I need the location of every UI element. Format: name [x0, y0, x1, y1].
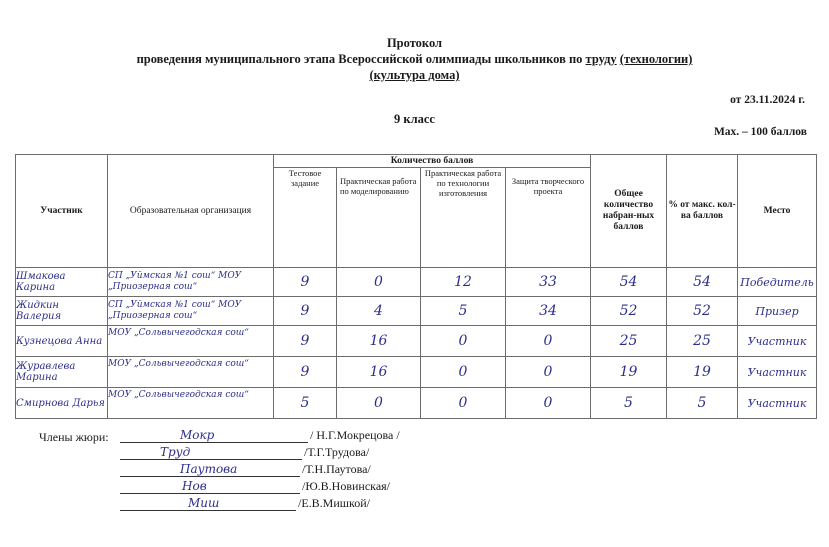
participant-org: МОУ „Сольвычегодская сош“ [108, 388, 274, 419]
header-project: Защита творческого проекта [506, 168, 591, 268]
score-test: 9 [274, 357, 337, 388]
participant-org: МОУ „Сольвычегодская сош“ [108, 357, 274, 388]
document-subtitle [0, 51, 829, 67]
place: Участник [738, 357, 817, 388]
signature-line [120, 428, 308, 443]
jury-member-name: / Н.Г.Мокрецова / [310, 428, 400, 442]
header-place: Место [738, 155, 817, 268]
subtitle-text: проведения муниципального этапа Всероссийской олимпиады школьников по [136, 52, 586, 66]
score-project: 0 [506, 326, 591, 357]
table-row [16, 388, 817, 419]
table-row [16, 297, 817, 326]
signature: Мокр [180, 428, 215, 442]
jury-member [120, 462, 371, 477]
table-row [16, 357, 817, 388]
score-test: 5 [274, 388, 337, 419]
subtitle-subject-detail: (технологии) [619, 52, 693, 66]
table-row [16, 326, 817, 357]
signature-line [120, 496, 296, 511]
participant-org: МОУ „Сольвычегодская сош“ [108, 326, 274, 357]
jury-member-name: /Ю.В.Новинская/ [302, 479, 391, 493]
score-modeling: 16 [337, 326, 421, 357]
jury-member-name: /Е.В.Мишкой/ [298, 496, 370, 510]
signature: Нов [182, 479, 207, 493]
score-total: 54 [591, 268, 667, 297]
subtitle-subject: труду [585, 52, 617, 66]
results-table [15, 154, 817, 419]
participant-name: Журавлева Марина [16, 357, 108, 388]
subtitle-profile-text: (культура дома) [369, 68, 460, 82]
signature: Миш [188, 496, 220, 510]
header-test: Тестовое задание [274, 168, 337, 268]
score-project: 0 [506, 357, 591, 388]
grade-heading: 9 класс [394, 112, 435, 126]
place: Участник [738, 326, 817, 357]
header-practical-technology: Практическая работа по технологии изготовления [421, 168, 506, 268]
participant-org: СП „Уймская №1 сош“ МОУ „Приозерная сош“ [108, 268, 274, 297]
score-technology: 5 [421, 297, 506, 326]
header-score-group: Количество баллов [274, 155, 591, 168]
header-organization: Образовательная организация [108, 155, 274, 268]
score-total: 52 [591, 297, 667, 326]
header-participant: Участник [16, 155, 108, 268]
score-percent: 25 [667, 326, 738, 357]
score-percent: 52 [667, 297, 738, 326]
participant-name: Шмакова Карина [16, 268, 108, 297]
score-modeling: 0 [337, 268, 421, 297]
score-modeling: 4 [337, 297, 421, 326]
document-title: Протокол [386, 36, 443, 50]
score-project: 34 [506, 297, 591, 326]
signature-line [120, 445, 302, 460]
signature-line [120, 479, 300, 494]
header-percent: % от макс. кол-ва баллов [667, 155, 738, 268]
score-test: 9 [274, 297, 337, 326]
participant-name: Жидкин Валерия [16, 297, 108, 326]
score-modeling: 16 [337, 357, 421, 388]
score-percent: 54 [667, 268, 738, 297]
score-percent: 19 [667, 357, 738, 388]
signature: Труд [160, 445, 191, 459]
jury-member-name: /Т.Н.Паутова/ [302, 462, 371, 476]
score-project: 0 [506, 388, 591, 419]
jury-member [120, 479, 390, 494]
score-technology: 0 [421, 357, 506, 388]
jury-member [120, 428, 400, 443]
jury-member [120, 445, 369, 460]
score-modeling: 0 [337, 388, 421, 419]
score-technology: 0 [421, 326, 506, 357]
subtitle-profile [0, 67, 829, 83]
score-total: 19 [591, 357, 667, 388]
score-total: 25 [591, 326, 667, 357]
participant-name: Кузнецова Анна [16, 326, 108, 357]
protocol-date: от 23.11.2024 г. [730, 94, 805, 106]
place: Победитель [738, 268, 817, 297]
score-technology: 0 [421, 388, 506, 419]
jury-label: Члены жюри: [39, 430, 109, 444]
header-practical-modeling: Практическая работа по моделированию [337, 168, 421, 268]
score-percent: 5 [667, 388, 738, 419]
participant-org: СП „Уймская №1 сош“ МОУ „Приозерная сош“ [108, 297, 274, 326]
score-total: 5 [591, 388, 667, 419]
place: Призер [738, 297, 817, 326]
place: Участник [738, 388, 817, 419]
table-row [16, 268, 817, 297]
score-project: 33 [506, 268, 591, 297]
max-score: Max. – 100 баллов [713, 126, 807, 138]
score-test: 9 [274, 268, 337, 297]
score-test: 9 [274, 326, 337, 357]
jury-member [120, 496, 370, 511]
signature: Паутова [180, 462, 238, 476]
signature-line [120, 462, 300, 477]
participant-name: Смирнова Дарья [16, 388, 108, 419]
jury-member-name: /Т.Г.Трудова/ [304, 445, 370, 459]
score-technology: 12 [421, 268, 506, 297]
header-total: Общее количество набран-ных баллов [591, 155, 667, 268]
